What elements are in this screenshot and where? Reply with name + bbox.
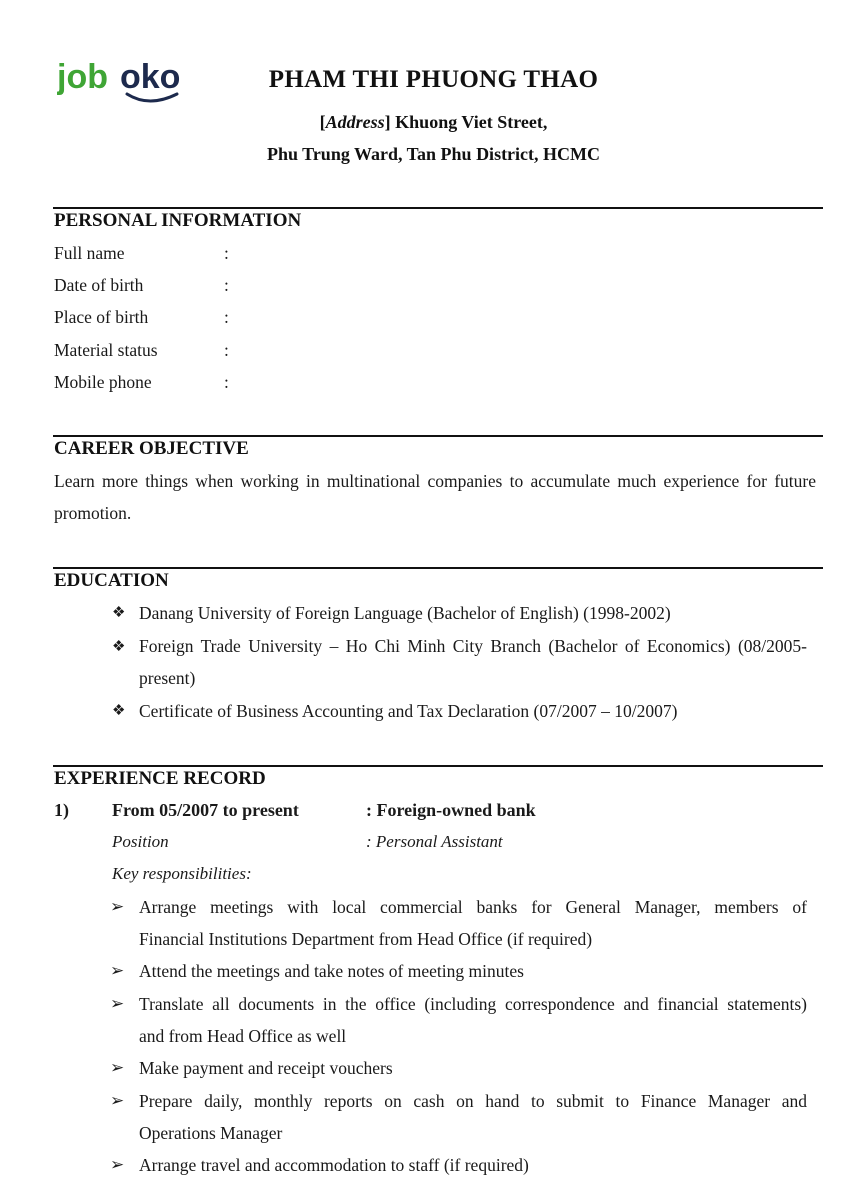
field-value-date-of-birth: :	[224, 275, 229, 295]
objective-text-line-2: promotion.	[54, 503, 132, 523]
arrow-bullet-icon: ➢	[110, 994, 125, 1013]
education-item: Danang University of Foreign Language (Bachelor of English) (1998-2002)	[139, 603, 671, 623]
education-item-continued: present)	[139, 668, 196, 688]
education-item: Certificate of Business Accounting and Tax Declaration (07/2007 – 10/2007)	[139, 701, 678, 721]
responsibility-item: Arrange meetings with local commercial banks for General Manager, members of	[139, 897, 807, 917]
section-divider	[53, 207, 823, 209]
field-label-marital-status: Material status	[54, 340, 158, 360]
objective-text-line-1: Learn more things when working in multinational companies to accumulate much experience for future	[54, 471, 816, 491]
job-company: : Foreign-owned bank	[366, 800, 536, 820]
education-item: Foreign Trade University – Ho Chi Minh City Branch (Bachelor of Economics) (08/2005-	[139, 636, 807, 656]
field-value-full-name: :	[224, 243, 229, 263]
section-divider	[53, 435, 823, 437]
field-label-place-of-birth: Place of birth	[54, 307, 149, 327]
section-title-personal: PERSONAL INFORMATION	[54, 210, 302, 231]
responsibility-item-continued: Operations Manager	[139, 1123, 283, 1143]
svg-text:oko: oko	[120, 58, 181, 96]
position-value: : Personal Assistant	[366, 832, 503, 851]
field-value-marital-status: :	[224, 340, 229, 360]
field-value-place-of-birth: :	[224, 307, 229, 327]
diamond-bullet-icon: ❖	[112, 605, 126, 621]
address-tag: Address	[325, 112, 385, 132]
arrow-bullet-icon: ➢	[110, 1058, 125, 1077]
field-label-full-name: Full name	[54, 243, 125, 263]
responsibility-item-continued: Financial Institutions Department from Head Office (if required)	[139, 929, 593, 949]
responsibilities-label: Key responsibilities:	[112, 864, 252, 883]
address-line-2: Phu Trung Ward, Tan Phu District, HCMC	[266, 144, 601, 164]
section-divider	[53, 567, 823, 569]
diamond-bullet-icon: ❖	[112, 639, 126, 655]
responsibility-item: Make payment and receipt vouchers	[139, 1058, 393, 1078]
field-label-date-of-birth: Date of birth	[54, 275, 144, 295]
field-label-mobile-phone: Mobile phone	[54, 372, 152, 392]
section-title-objective: CAREER OBJECTIVE	[54, 438, 249, 459]
responsibility-item: Attend the meetings and take notes of meeting minutes	[139, 961, 524, 981]
position-label: Position	[112, 832, 169, 851]
arrow-bullet-icon: ➢	[110, 897, 125, 916]
responsibility-item: Arrange travel and accommodation to staff (if required)	[139, 1155, 529, 1175]
responsibility-item-continued: and from Head Office as well	[139, 1026, 347, 1046]
field-value-mobile-phone: :	[224, 372, 229, 392]
section-title-education: EDUCATION	[54, 570, 169, 591]
arrow-bullet-icon: ➢	[110, 1091, 125, 1110]
section-title-experience: EXPERIENCE RECORD	[54, 768, 266, 789]
arrow-bullet-icon: ➢	[110, 961, 125, 980]
section-divider	[53, 765, 823, 767]
responsibility-item: Translate all documents in the office (including correspondence and financial statements)	[139, 994, 807, 1014]
diamond-bullet-icon: ❖	[112, 703, 126, 719]
job-period: From 05/2007 to present	[112, 800, 299, 820]
job-number: 1)	[54, 800, 69, 820]
arrow-bullet-icon: ➢	[110, 1155, 125, 1174]
address-street: Khuong Viet Street,	[390, 112, 548, 132]
svg-text:job: job	[57, 58, 108, 96]
candidate-name: PHAM THI PHUONG THAO	[268, 66, 599, 93]
address-line-1: [Address] Khuong Viet Street,	[319, 112, 548, 132]
responsibility-item: Prepare daily, monthly reports on cash on hand to submit to Finance Manager and	[139, 1091, 807, 1111]
